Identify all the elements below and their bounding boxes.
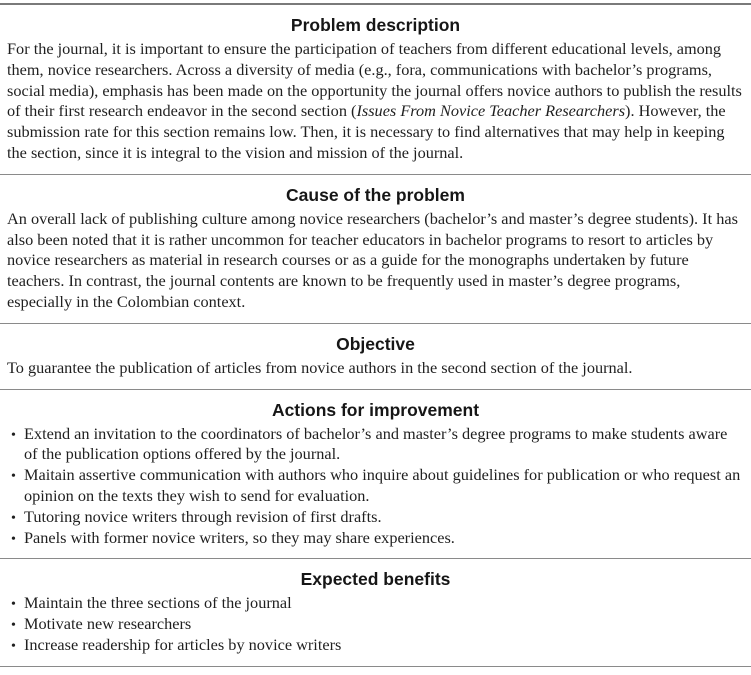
improvement-plan-table xyxy=(0,3,751,667)
list-item-text: Increase readership for articles by novice writers xyxy=(24,634,342,654)
actions-list-item xyxy=(7,528,744,549)
problem-description-paragraph xyxy=(7,39,744,164)
list-item-text: Motivate new researchers xyxy=(24,614,192,634)
cause-of-problem-paragraph: An overall lack of publishing culture among novice researchers (bachelor’s and master’s degree students). It has also been noted that it is rather uncommon for teacher educators in bachelor programs to resort to articles by novice researchers as material in research courses or as a guide for the monographs undertaken by future teachers. In contrast, the journal contents are known to be frequently used in master’s degree programs, especially in the Colombian context. xyxy=(7,208,738,311)
objective-paragraph: To guarantee the publication of articles from novice authors in the second section of the journal. xyxy=(7,357,633,377)
list-item-text: Tutoring novice writers through revision of first drafts. xyxy=(24,506,382,526)
bullet-icon xyxy=(11,465,16,488)
journal-section-title-italic: Issues From Novice Teacher Researchers xyxy=(356,101,626,121)
section-cause-of-problem xyxy=(0,175,751,324)
section-expected-benefits xyxy=(0,559,751,666)
actions-list-item xyxy=(7,465,744,507)
cause-of-problem-heading: Cause of the problem xyxy=(286,184,465,205)
actions-list xyxy=(7,424,744,549)
section-objective xyxy=(0,324,751,390)
section-problem-description xyxy=(0,5,751,175)
benefits-list-item xyxy=(7,593,744,614)
problem-description-heading: Problem description xyxy=(290,15,461,35)
actions-for-improvement-heading: Actions for improvement xyxy=(271,399,480,420)
paragraph-text-start: For the journal, it is important to ensure the participation of teachers from different educational levels, among them, novice researchers. Across a diversity of media (e.g., fora, communications with bachelor’s programs, social media), emphasis has been made on the opportunity the journal offers novice authors to publish the results of their first research endeavor in the second section ( xyxy=(7,39,742,121)
bullet-icon xyxy=(11,424,16,447)
paragraph-text-end: ). However, the submission rate for this section remains low. Then, it is necessary to find alternatives that may help in keeping the section, since it is integral to the vision and mission of the journal. xyxy=(7,101,726,162)
objective-heading: Objective xyxy=(336,333,415,354)
bullet-icon xyxy=(11,614,16,637)
list-item-text: Maitain assertive communication with authors who inquire about guidelines for publication or who request an opinion on the texts they wish to send for evaluation. xyxy=(24,465,741,505)
actions-list-item xyxy=(7,507,744,528)
bullet-icon xyxy=(11,635,16,658)
bullet-icon xyxy=(11,528,16,551)
actions-list-item xyxy=(7,424,744,466)
benefits-list-item xyxy=(7,614,744,635)
list-item-text: Panels with former novice writers, so they may share experiences. xyxy=(24,527,455,547)
bullet-icon xyxy=(11,507,16,530)
section-actions-for-improvement xyxy=(0,390,751,560)
list-item-text: Maintain the three sections of the journal xyxy=(24,593,292,613)
bullet-icon xyxy=(11,593,16,616)
benefits-list-item xyxy=(7,635,744,656)
benefits-list xyxy=(7,593,744,655)
list-item-text: Extend an invitation to the coordinators of bachelor’s and master’s degree programs to make students aware of the publication options offered by the journal. xyxy=(24,423,728,464)
expected-benefits-heading: Expected benefits xyxy=(300,569,451,590)
